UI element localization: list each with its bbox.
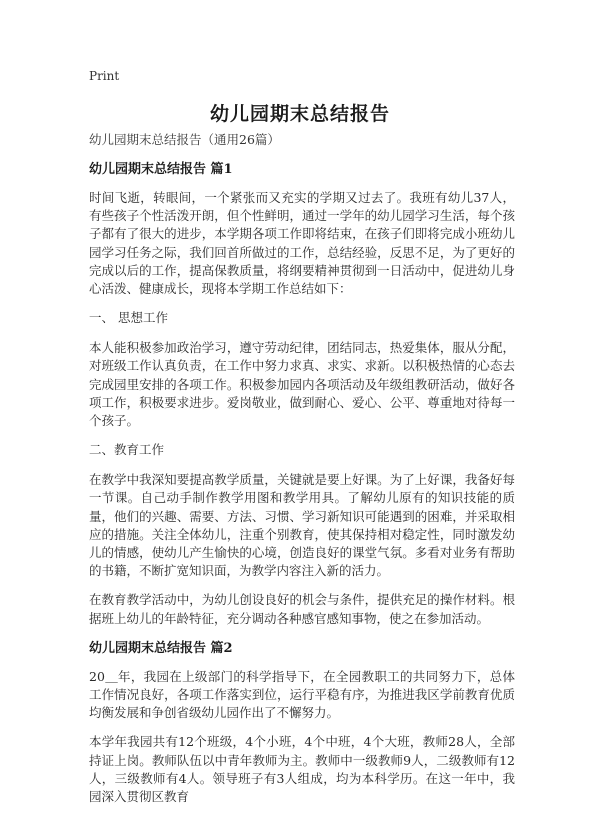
- article-2-para-1: 20＿年，我园在上级部门的科学指导下，在全园教职工的共同努力下，总体工作情况良好，各项工作落实到位，运行平稳有序，为推进我区学前教育优质均衡发展和争创省级幼儿园作出了不懈努力。: [89, 668, 515, 721]
- article-2-heading: 幼儿园期末总结报告 篇2: [89, 640, 233, 656]
- article-1-section-2-title: 二、教育工作: [89, 442, 165, 458]
- document-subtitle: 幼儿园期末总结报告（通用26篇）: [89, 132, 280, 147]
- article-1-intro: 时间飞逝，转眼间，一个紧张而又充实的学期又过去了。我班有幼儿37人，有些孩子个性活泼开朗，但个性鲜明，通过一学年的幼儿园学习生活，每个孩子都有了很大的进步，本学期各项工作即将结束，在孩子们即将完成小班幼儿园学习任务之际，我们回首所做过的工作，总结经验，反思不足，为了更好的完成以后的工作，提高保教质量，将纲要精神贯彻到一日活动中，促进幼儿身心活泼、健康成长，现将本学期工作总结如下：: [89, 190, 515, 297]
- print-label[interactable]: Print: [89, 69, 120, 83]
- document-title: 幼儿园期末总结报告: [209, 103, 390, 125]
- article-1-section-2-text-1: 在教学中我深知要提高教学质量，关键就是要上好课。为了上好课，我备好每一节课。自己动手制作教学用图和教学用具。了解幼儿原有的知识技能的质量，他们的兴趣、需要、方法、习惯、学习新知识可能遇到的困难，并采取相应的措施。关注全体幼儿，注重个别教育，使其保持相对稳定性，同时激发幼儿的情感，使幼儿产生愉快的心境，创造良好的课堂气氛。多看对业务有帮助的书籍，不断扩宽知识面，为教学内容注入新的活力。: [89, 472, 515, 579]
- document-body: [89, 130, 515, 817]
- article-1-section-2-text-2: 在教育教学活动中，为幼儿创设良好的机会与条件，提供充足的操作材料。根据班上幼儿的年龄特征，充分调动各种感官感知事物，使之在参加活动。: [89, 592, 515, 626]
- article-1-section-1-title: 一、 思想工作: [89, 310, 168, 326]
- article-1-section-1-text: 本人能积极参加政治学习，遵守劳动纪律，团结同志，热爱集体，服从分配，对班级工作认真负责，在工作中努力求真、求实、求新。以积极热情的心态去完成园里安排的各项工作。积极参加园内各项活动及年级组教研活动，做好各项工作，积极要求进步。爱岗敬业，做到耐心、爱心、公平、尊重地对待每一个孩子。: [89, 340, 515, 429]
- article-1-heading: 幼儿园期末总结报告 篇1: [89, 162, 233, 177]
- article-2-para-2: 本学年我园共有12个班级，4个小班，4个中班，4个大班，教师28人，全部持证上岗。教师队伍以中青年教师为主。教师中一级教师9人，二级教师有12人，三级教师有4人。领导班子有3人组成，均为本科学历。在这一年中，我园深入贯彻区教育: [89, 734, 515, 805]
